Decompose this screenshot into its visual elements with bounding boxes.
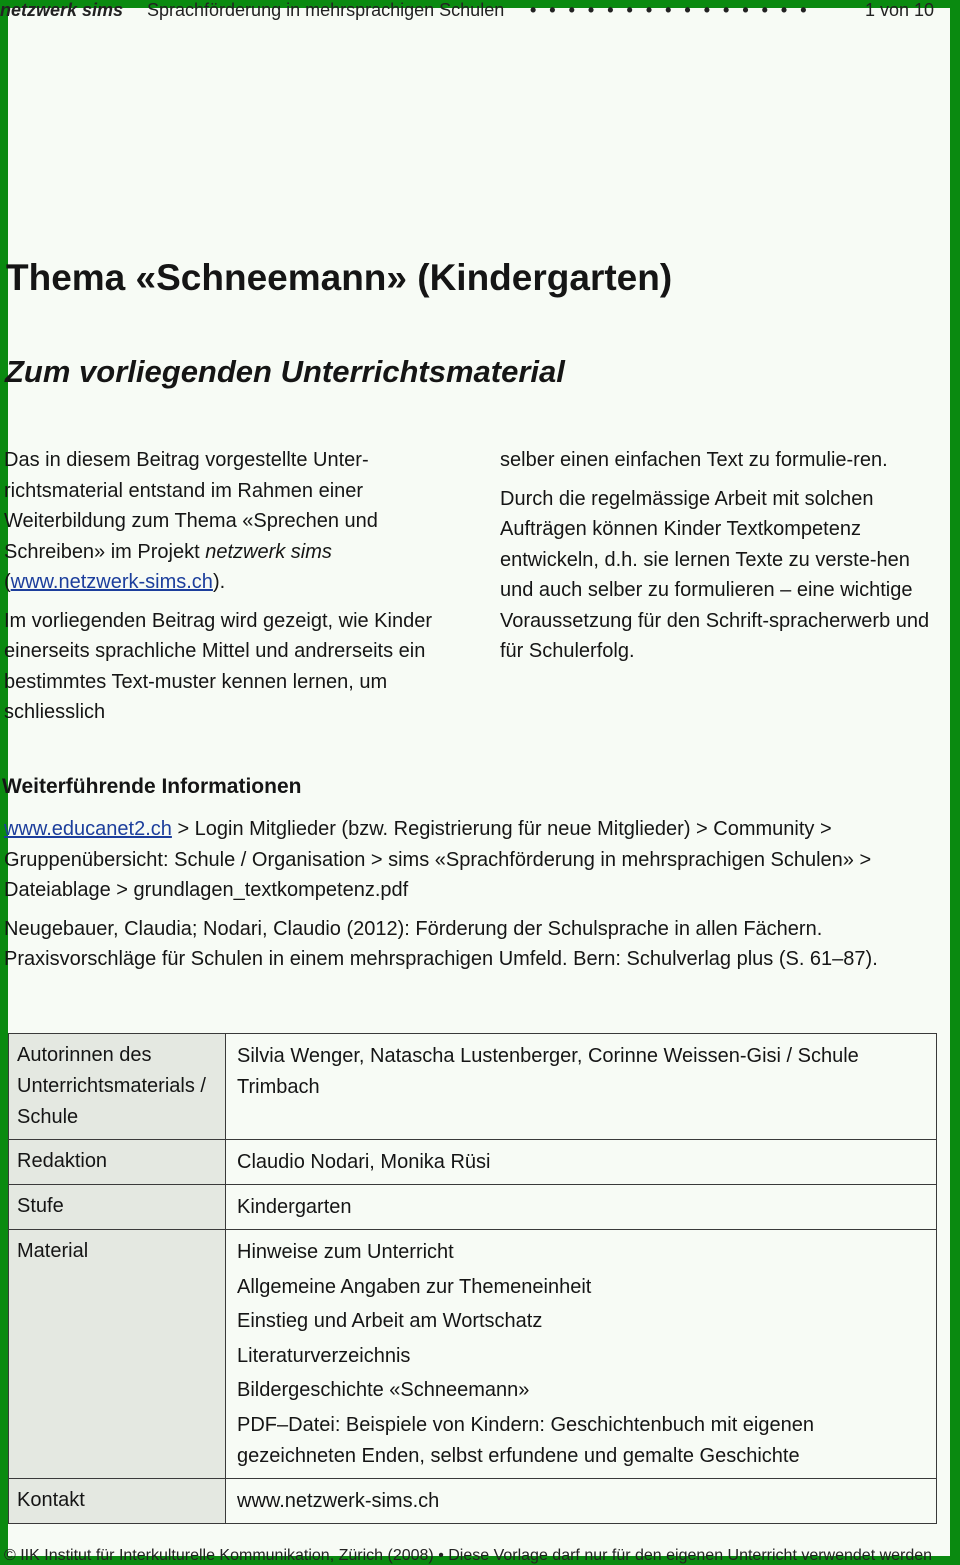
material-label: Material	[9, 1230, 226, 1479]
intro-paragraph-2: Im vorliegenden Beitrag wird gezeigt, wie Kinder einerseits sprachliche Mittel und andrerseits ein bestimmtes Text-muster kennen lernen, um schliesslich	[4, 609, 432, 723]
list-item: Allgemeine Angaben zur Themeneinheit	[237, 1275, 592, 1298]
table-row	[9, 1230, 937, 1479]
metadata-table	[8, 1033, 937, 1524]
literature-reference: Neugebauer, Claudia; Nodari, Claudio (2012): Förderung der Schulsprache in allen Fächern. Praxisvorschläge für Schulen in einem mehrsprachigen Umfeld. Bern: Schulverlag plus (S. 61–87).	[4, 917, 878, 970]
list-item: Hinweise zum Unterricht	[237, 1241, 454, 1263]
level-value: Kindergarten	[226, 1185, 937, 1230]
header-subtitle: Sprachförderung in mehrsprachigen Schulen	[147, 0, 505, 20]
educanet-link[interactable]: www.educanet2.ch	[4, 818, 172, 840]
material-list	[226, 1230, 937, 1479]
section-heading: Zum vorliegenden Unterrichtsmaterial	[5, 354, 565, 389]
list-item: PDF–Datei: Beispiele von Kindern: Geschichtenbuch mit eigenen gezeichneten Enden, selbst erfundene und gemalte Geschichte	[237, 1413, 814, 1467]
table-row	[9, 1140, 937, 1185]
contact-value: www.netzwerk-sims.ch	[226, 1478, 937, 1523]
list-item: Einstieg und Arbeit am Wortschatz	[237, 1310, 543, 1332]
editing-value: Claudio Nodari, Monika Rüsi	[226, 1140, 937, 1185]
further-info	[4, 814, 944, 983]
page-footer: © IIK Institut für Interkulturelle Kommunikation, Zürich (2008) • Diese Vorlage darf nur für den eigenen Unterricht verwendet werden	[4, 1547, 933, 1564]
intro-column-right	[500, 445, 940, 675]
authors-label: Autorinnen des Unterrichtsmaterials / Schule	[9, 1034, 226, 1140]
project-name: netzwerk sims	[205, 540, 332, 563]
intro-paragraph-4: Durch die regelmässige Arbeit mit solchen Aufträgen können Kinder Textkompetenz entwickeln, d.h. sie lernen Texte zu verste-hen und auch selber zu formulieren – eine wichtige Voraussetzung für den Schrift-spracherwerb und für Schulerfolg.	[500, 487, 930, 662]
table-row	[9, 1478, 937, 1523]
editing-label: Redaktion	[9, 1140, 226, 1185]
contact-label: Kontakt	[9, 1478, 226, 1523]
list-item: Literaturverzeichnis	[237, 1344, 411, 1367]
list-item: Bildergeschichte «Schneemann»	[237, 1379, 530, 1401]
educanet-path: www.educanet2.ch > Login Mitglieder (bzw. Registrierung für neue Mitglieder) > Community > Gruppenübersicht: Schule / Organisation > sims «Sprachförderung in mehrsprachigen Schulen» > Dateiablage > grundlagen_textkompetenz.pdf	[4, 818, 872, 901]
authors-value: Silvia Wenger, Natascha Lustenberger, Corinne Weissen-Gisi / Schule Trimbach	[226, 1034, 937, 1140]
table-row	[9, 1185, 937, 1230]
header-dots: • • • • • • • • • • • • • • •	[530, 0, 811, 20]
page-header	[0, 0, 950, 22]
header-brand: netzwerk sims	[0, 0, 124, 20]
intro-column-left	[4, 445, 464, 736]
page-title: Thema «Schneemann» (Kindergarten)	[6, 257, 673, 298]
table-row	[9, 1034, 937, 1140]
level-label: Stufe	[9, 1185, 226, 1230]
intro-paragraph-3: selber einen einfachen Text zu formulie-ren.	[500, 449, 888, 471]
intro-paragraph-1: Das in diesem Beitrag vorgestellte Unter-richtsmaterial entstand im Rahmen einer Weiterbildung zum Thema «Sprechen und Schreiben» im Projekt netzwerk sims (www.netzwerk-sims.ch).	[4, 449, 378, 593]
page-number: 1 von 10	[864, 0, 934, 20]
further-info-heading: Weiterführende Informationen	[2, 775, 302, 798]
netzwerk-sims-link[interactable]: www.netzwerk-sims.ch	[10, 571, 213, 593]
